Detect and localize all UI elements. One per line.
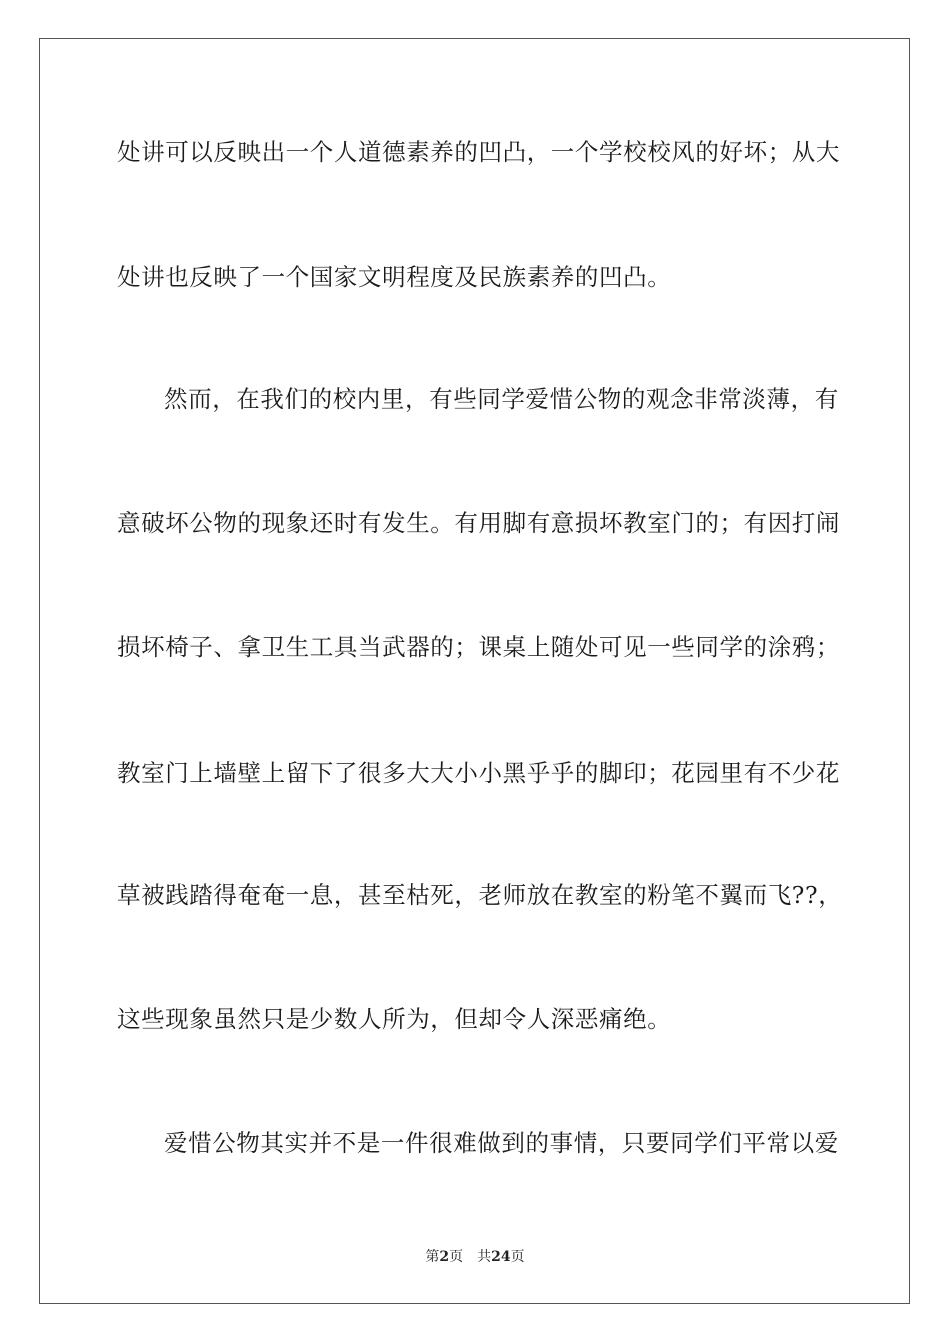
page-unit: 页: [449, 1249, 464, 1265]
text-line: 教室门上墙壁上留下了很多大大小小黑乎乎的脚印；花园里有不少花: [117, 759, 840, 787]
text-line: 损坏椅子、拿卫生工具当武器的；课桌上随处可见一些同学的涂鸦；: [117, 633, 840, 661]
page-footer: [0, 1247, 950, 1267]
text-line: 草被践踏得奄奄一息，甚至枯死，老师放在教室的粉笔不翼而飞??，: [117, 881, 843, 909]
page-prefix: 第: [425, 1249, 440, 1265]
page-number: 2: [439, 1249, 450, 1265]
text-line: 意破坏公物的现象还时有发生。有用脚有意损坏教室门的；有因打闹: [117, 509, 840, 537]
paragraph-first-line: 然而，在我们的校内里，有些同学爱惜公物的观念非常淡薄，有: [164, 385, 839, 413]
text-line: 这些现象虽然只是少数人所为，但却令人深恶痛绝。: [117, 1005, 672, 1033]
page-total: 24: [491, 1249, 511, 1265]
paragraph-first-line: 爱惜公物其实并不是一件很难做到的事情，只要同学们平常以爱: [164, 1129, 839, 1157]
text-line: 处讲也反映了一个国家文明程度及民族素养的凹凸。: [117, 263, 672, 291]
text-line: 处讲可以反映出一个人道德素养的凹凸，一个学校校风的好坏；从大: [117, 138, 840, 166]
total-unit: 页: [510, 1249, 525, 1265]
total-prefix: 共: [477, 1249, 492, 1265]
page-border: [39, 38, 910, 1304]
